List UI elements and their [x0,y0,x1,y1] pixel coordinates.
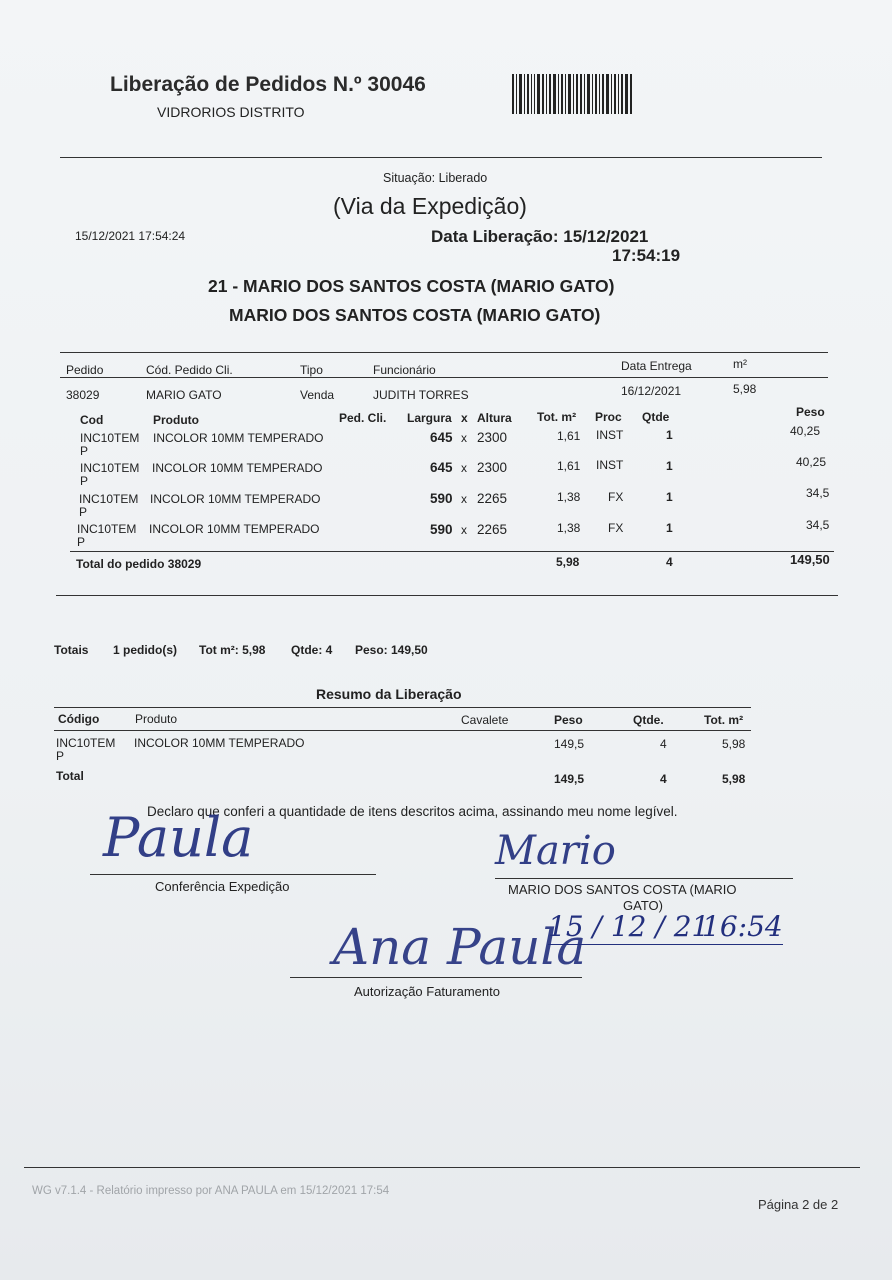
order-total-peso: 149,50 [790,552,830,567]
situacao: Situação: Liberado [383,171,488,185]
footer-rule [24,1167,860,1168]
item-cod: INC10TEM [79,492,139,506]
item-qtde: 1 [666,490,673,504]
item-cod: INC10TEM [77,522,137,536]
order-header-rule [60,377,828,378]
resumo-total-qtde: 4 [660,772,667,786]
item-largura: 645 [430,430,453,445]
order-m2: 5,98 [733,382,757,396]
item-tot-m2: 1,61 [557,459,581,473]
item-proc: FX [608,521,624,535]
item-proc: FX [608,490,624,504]
resumo-header-peso: Peso [554,713,583,727]
header-tipo: Tipo [300,363,323,377]
item-altura: 2265 [477,491,508,506]
header-cod-pedido-cli: Cód. Pedido Cli. [146,363,233,377]
order-tipo: Venda [300,388,335,402]
item-x: x [461,523,467,537]
item-header-peso: Peso [796,405,825,419]
item-peso: 40,25 [790,424,821,438]
order-pedido: 38029 [66,388,100,402]
item-altura: 2300 [477,430,508,445]
totais-m2: Tot m²: 5,98 [199,643,266,657]
item-header-produto: Produto [153,413,199,427]
client-line-2: MARIO DOS SANTOS COSTA (MARIO GATO) [229,305,601,325]
conferencia-label: Conferência Expedição [155,879,290,894]
order-funcionario: JUDITH TORRES [373,388,469,402]
resumo-produto: INCOLOR 10MM TEMPERADO [134,736,305,750]
item-x: x [461,461,467,475]
item-cod: INC10TEM [80,431,140,445]
item-qtde: 1 [666,428,673,442]
data-liberacao-time: 17:54:19 [612,246,681,265]
item-header-cod: Cod [80,413,104,427]
resumo-header-qtde: Qtde. [633,713,664,727]
item-header-ped-cli: Ped. Cli. [339,411,387,425]
declaration-text: Declaro que conferi a quantidade de itens descritos acima, assinando meu nome legível. [147,804,678,819]
item-cod-suffix: P [77,535,86,549]
company-name: VIDRORIOS DISTRITO [157,104,305,120]
barcode [512,74,644,114]
item-produto: INCOLOR 10MM TEMPERADO [153,431,324,445]
item-cod: INC10TEM [80,461,140,475]
resumo-tot-m2: 5,98 [722,737,746,751]
footer-printed-by: WG v7.1.4 - Relatório impresso por ANA PAULA em 15/12/2021 17:54 [32,1185,390,1197]
item-peso: 34,5 [806,518,830,532]
item-header-qtde: Qtde [642,410,670,424]
item-x: x [461,492,467,506]
resumo-qtde: 4 [660,737,667,751]
resumo-total-label: Total [56,769,84,783]
client-label-2: GATO) [623,898,663,913]
client-line-1: 21 - MARIO DOS SANTOS COSTA (MARIO GATO) [208,276,615,296]
totais-qtde: Qtde: 4 [291,643,333,657]
via-expedicao: (Via da Expedição) [333,193,527,219]
resumo-total-tot-m2: 5,98 [722,772,746,786]
order-total-qtde: 4 [666,555,673,569]
header-funcionario: Funcionário [373,363,436,377]
order-top-rule [60,352,828,353]
item-header-tot-m2: Tot. m² [537,410,577,424]
resumo-title: Resumo da Liberação [316,686,462,702]
conferencia-line [90,874,376,875]
resumo-header-cavalete: Cavalete [461,713,509,727]
item-peso: 34,5 [806,486,830,500]
item-tot-m2: 1,61 [557,429,581,443]
item-largura: 590 [430,522,453,537]
item-tot-m2: 1,38 [557,521,581,535]
printed-timestamp: 15/12/2021 17:54:24 [75,229,186,243]
item-qtde: 1 [666,459,673,473]
item-altura: 2300 [477,460,508,475]
resumo-header-produto: Produto [135,712,178,726]
resumo-header-tot-m2: Tot. m² [704,713,744,727]
item-cod-suffix: P [80,474,89,488]
resumo-peso: 149,5 [554,737,585,751]
item-header-altura: Altura [477,411,512,425]
signature-autorizacao: Ana Paula [333,918,587,976]
item-peso: 40,25 [796,455,827,469]
resumo-codigo-suffix: P [56,749,65,763]
item-altura: 2265 [477,522,508,537]
header-pedido: Pedido [66,363,104,377]
order-bottom-rule [56,595,838,596]
signature-conferencia: Paula [103,806,254,869]
handwritten-date: 15 / 12 / 21 [548,910,710,943]
item-cod-suffix: P [80,444,89,458]
item-proc: INST [596,428,624,442]
order-total-label: Total do pedido 38029 [76,557,202,571]
item-largura: 645 [430,460,453,475]
resumo-total-peso: 149,5 [554,772,585,786]
client-signature-line [495,878,793,879]
signature-client: Mario [495,828,616,874]
item-x: x [461,431,467,445]
order-total-m2: 5,98 [556,555,580,569]
data-liberacao: Data Liberação: 15/12/2021 [431,227,649,246]
item-header-x: x [461,411,468,425]
item-header-proc: Proc [595,410,622,424]
item-proc: INST [596,458,624,472]
item-largura: 590 [430,491,453,506]
header-divider [60,157,822,158]
totais-peso: Peso: 149,50 [355,643,428,657]
item-qtde: 1 [666,521,673,535]
client-label-1: MARIO DOS SANTOS COSTA (MARIO [508,882,737,897]
item-produto: INCOLOR 10MM TEMPERADO [152,461,323,475]
resumo-top-rule [54,707,751,708]
resumo-header-codigo: Código [58,712,100,726]
resumo-header-rule [54,730,751,731]
footer-page-number: Página 2 de 2 [758,1197,839,1212]
totais-pedidos: 1 pedido(s) [113,643,178,657]
header-m2: m² [733,357,747,371]
item-header-largura: Largura [407,411,452,425]
item-tot-m2: 1,38 [557,490,581,504]
item-cod-suffix: P [79,505,88,519]
resumo-codigo: INC10TEM [56,736,116,750]
order-total-rule [70,551,834,552]
autorizacao-line [290,977,582,978]
totais-label: Totais [54,643,89,657]
handwritten-time: 16:54 [702,910,783,943]
order-data-entrega: 16/12/2021 [621,384,682,398]
order-cod-cli: MARIO GATO [146,388,222,402]
header-data-entrega: Data Entrega [621,359,692,373]
autorizacao-label: Autorização Faturamento [354,984,500,999]
document-title: Liberação de Pedidos N.º 30046 [110,73,426,96]
item-produto: INCOLOR 10MM TEMPERADO [150,492,321,506]
item-produto: INCOLOR 10MM TEMPERADO [149,522,320,536]
